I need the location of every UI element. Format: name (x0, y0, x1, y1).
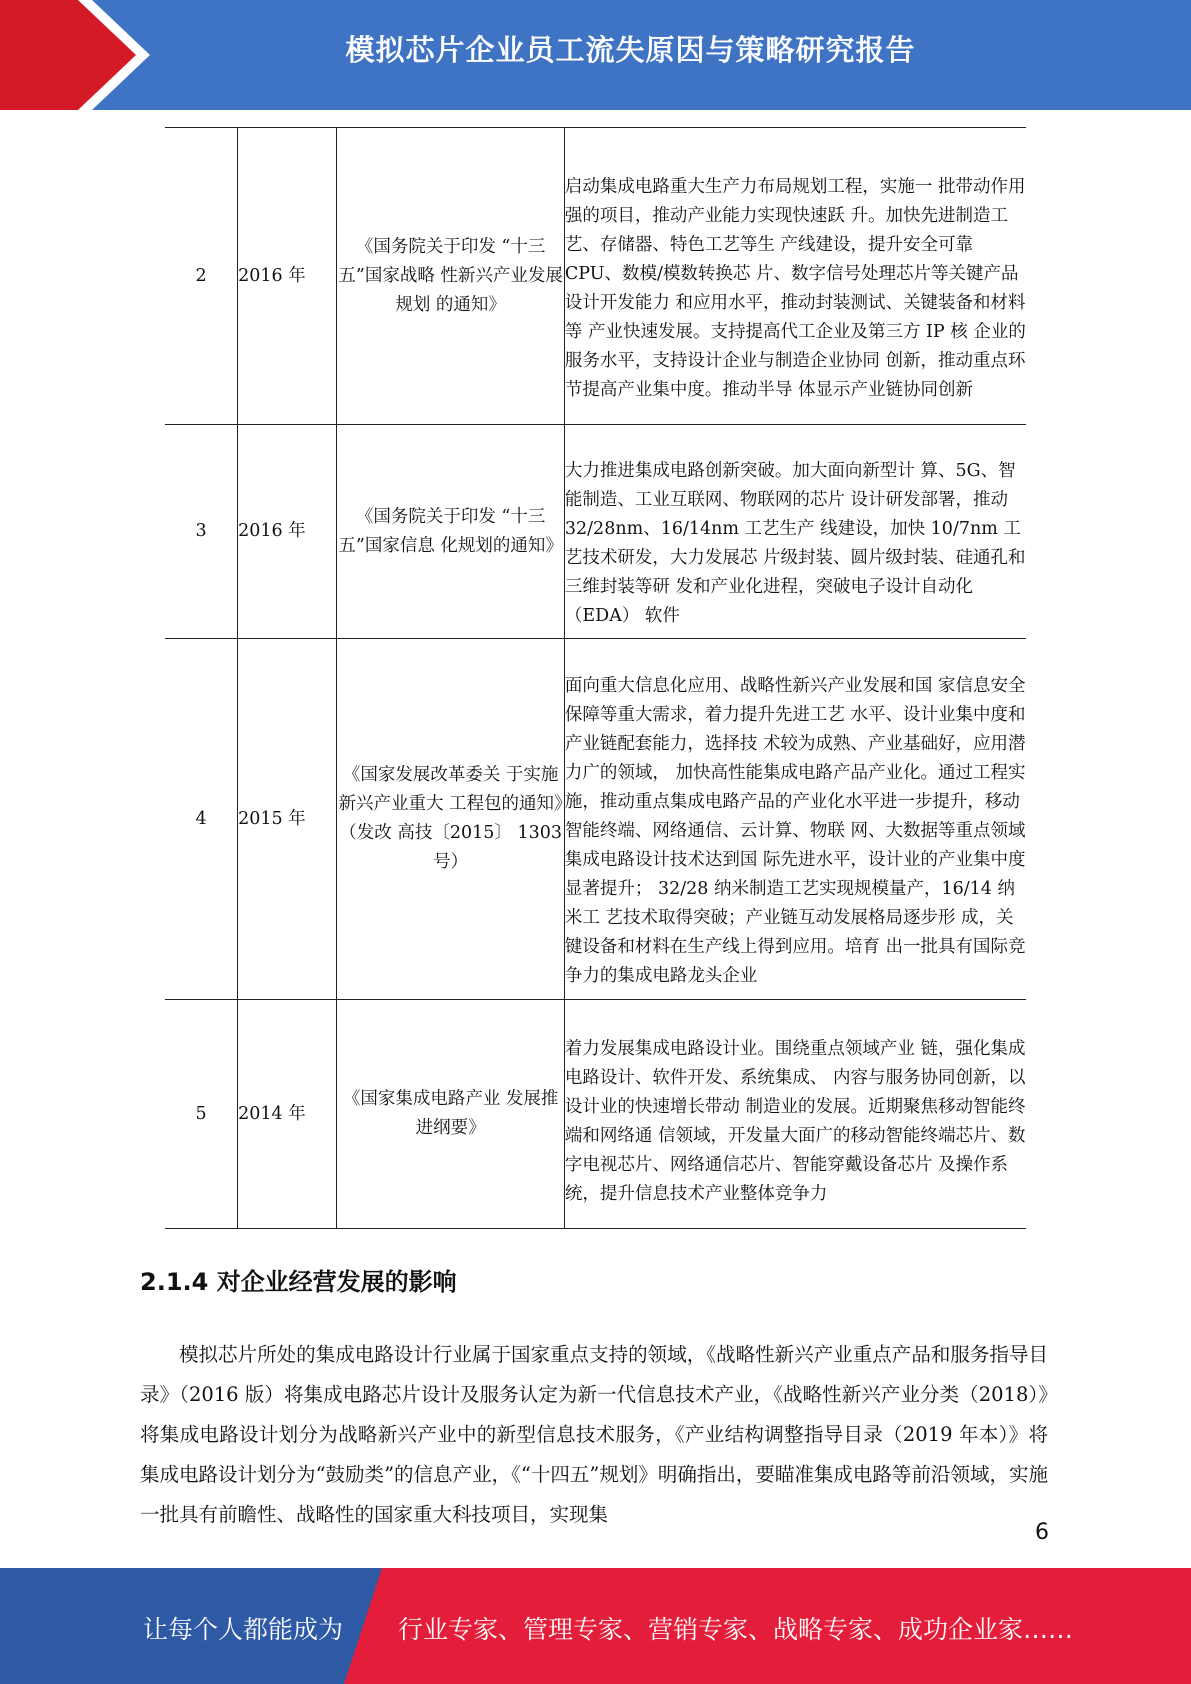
section-heading: 2.1.4 对企业经营发展的影响 (140, 1268, 457, 1296)
row-year: 2014 年 (238, 1000, 337, 1229)
page-number: 6 (1035, 1520, 1049, 1545)
row-year: 2016 年 (238, 425, 337, 639)
page-footer (0, 1568, 1191, 1684)
row-number: 5 (165, 1000, 238, 1229)
section-body-paragraph: 模拟芯片所处的集成电路设计行业属于国家重点支持的领域，《战略性新兴产业重点产品和服务指导目录》（2016 版）将集成电路芯片设计及服务认定为新一代信息技术产业，《战略性新兴产业分类（2018）》将集成电路设计划分为战略新兴产业中的新型信息技术服务，《产业结构调整指导目录（2019 年本）》将集成电路设计划分为“鼓励类”的信息产业，《“十四五”规划》明确指出，要瞄准集成电路等前沿领域，实施一批具有前瞻性、战略性的国家重大科技项目，实现集 (140, 1343, 1048, 1526)
row-year: 2016 年 (238, 128, 337, 425)
policy-table (165, 127, 1026, 1229)
row-policy-title: 《国家集成电路产业 发展推进纲要》 (337, 1000, 565, 1229)
row-year: 2015 年 (238, 639, 337, 1000)
table-row (165, 639, 1026, 1000)
footer-slogan-right: 行业专家、管理专家、营销专家、战略专家、成功企业家…… (398, 1615, 1074, 1644)
row-policy-title: 《国务院关于印发 “十三五”国家战略 性新兴产业发展规划 的通知》 (337, 128, 565, 425)
policy-table-container (165, 127, 1026, 1229)
row-policy-title: 《国务院关于印发 “十三五”国家信息 化规划的通知》 (337, 425, 565, 639)
row-number: 2 (165, 128, 238, 425)
table-row (165, 425, 1026, 639)
report-title: 模拟芯片企业员工流失原因与策略研究报告 (345, 33, 916, 67)
footer-slogan-left: 让每个人都能成为 (143, 1615, 344, 1644)
page-header (0, 0, 1191, 110)
table-row (165, 1000, 1026, 1229)
row-policy-content: 着力发展集成电路设计业。围绕重点领域产业 链，强化集成电路设计、软件开发、系统集成、 内容与服务协同创新，以设计业的快速增长带动 制造业的发展。近期聚焦移动智能终端和网络通 信领域，开发量大面广的移动智能终端芯片、数 字电视芯片、网络通信芯片、智能穿戴设备芯片 及操作系统，提升信息技术产业整体竞争力 (564, 1039, 1026, 1204)
row-policy-content: 面向重大信息化应用、战略性新兴产业发展和国 家信息安全保障等重大需求，着力提升先进工艺 水平、设计业集中度和产业链配套能力，选择技 术较为成熟、产业基础好，应用潜力广的领域， 加快高性能集成电路产品产业化。通过工程实 施，推动重点集成电路产品的产业化水平进一步提升，移动智能终端、网络通信、云计算、物联 网、大数据等重点领域集成电路设计技术达到国 际先进水平，设计业的产业集中度显著提升； 32/28 纳米制造工艺实现规模量产，16/14 纳米工 艺技术取得突破；产业链互动发展格局逐步形 成，关键设备和材料在生产线上得到应用。培育 出一批具有国际竞争力的集成电路龙头企业 (564, 675, 1026, 986)
row-policy-title: 《国家发展改革委关 于实施新兴产业重大 工程包的通知》（发改 高技〔2015〕 1303 号） (337, 639, 565, 1000)
table-row (165, 128, 1026, 425)
row-policy-content: 大力推进集成电路创新突破。加大面向新型计 算、5G、智能制造、工业互联网、物联网的芯片 设计研发部署，推动 32/28nm、16/14nm 工艺生产 线建设，加快 10/7nm 工艺技术研发，大力发展芯 片级封装、圆片级封装、硅通孔和三维封装等研 发和产业化进程，突破电子设计自动化（EDA） 软件 (564, 460, 1026, 626)
row-number: 3 (165, 425, 238, 639)
row-policy-content: 启动集成电路重大生产力布局规划工程，实施一 批带动作用强的项目，推动产业能力实现快速跃 升。加快先进制造工艺、存储器、特色工艺等生 产线建设，提升安全可靠 CPU、数模/模数转换芯 片、数字信号处理芯片等关键产品设计开发能力 和应用水平，推动封装测试、关键装备和材料等 产业快速发展。支持提高代工企业及第三方 IP 核 企业的服务水平，支持设计企业与制造企业协同 创新，推动重点环节提高产业集中度。推动半导 体显示产业链协同创新 (564, 177, 1026, 400)
row-number: 4 (165, 639, 238, 1000)
